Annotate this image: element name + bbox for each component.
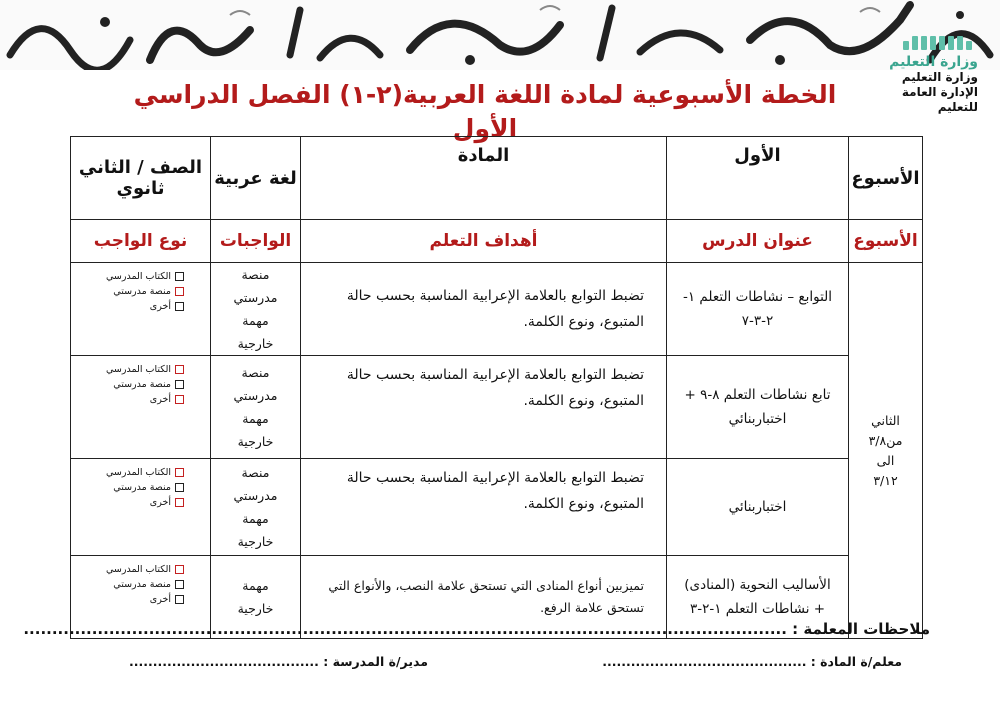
homework-cell	[211, 263, 301, 356]
homework-line: منصة	[241, 267, 270, 282]
option-other[interactable]	[71, 299, 184, 314]
homework-type-cell	[71, 356, 211, 459]
lesson-title: تابع نشاطات التعلم ٨-٩ + اختباربنائي	[667, 356, 849, 459]
option-madrasati[interactable]	[71, 377, 184, 392]
checkbox-icon[interactable]	[175, 483, 184, 492]
homework-line: خارجية	[237, 336, 274, 351]
principal-signature	[129, 654, 428, 669]
option-other[interactable]	[71, 592, 184, 607]
option-label: الكتاب المدرسي	[106, 271, 171, 282]
option-label: أخرى	[149, 301, 171, 312]
lesson-title: الأساليب النحوية (المنادى) + نشاطات التعلم ١-٢-٣	[667, 556, 849, 639]
page-title: الخطة الأسبوعية لمادة اللغة العربية(٢-١) الفصل الدراسي الأول	[133, 80, 837, 143]
week-to-label: الى	[876, 452, 895, 468]
homework-cell	[211, 459, 301, 556]
option-madrasati[interactable]	[71, 284, 184, 299]
week-label: الأسبوع	[849, 137, 923, 220]
table-header-row	[71, 137, 923, 220]
option-label: منصة مدرستي	[113, 379, 171, 390]
checkbox-icon[interactable]	[175, 468, 184, 477]
option-label: منصة مدرستي	[113, 579, 171, 590]
option-label: الكتاب المدرسي	[106, 564, 171, 575]
checkbox-icon[interactable]	[175, 302, 184, 311]
notes-dots[interactable]: ......................................................................................................................................	[23, 620, 787, 638]
subject-label: المادة	[301, 137, 667, 220]
homework-type-cell	[71, 459, 211, 556]
subject-value: لغة عربية	[211, 137, 301, 220]
option-textbook[interactable]	[71, 562, 184, 577]
homework-line: مدرستي	[233, 488, 278, 503]
learning-goal: تضبط التوابع بالعلامة الإعرابية المناسبة بحسب حالة المتبوع، ونوع الكلمة.	[301, 459, 667, 556]
checkbox-icon[interactable]	[175, 595, 184, 604]
homework-line: منصة	[241, 365, 270, 380]
option-label: الكتاب المدرسي	[106, 467, 171, 478]
col-homework-type: نوع الواجب	[71, 220, 211, 263]
homework-line: منصة	[241, 465, 270, 480]
option-other[interactable]	[71, 392, 184, 407]
column-header-row	[71, 220, 923, 263]
option-textbook[interactable]	[71, 362, 184, 377]
homework-line: مهمة	[242, 313, 269, 328]
homework-line: خارجية	[237, 534, 274, 549]
option-label: أخرى	[149, 394, 171, 405]
logo-mark-icon	[858, 36, 978, 50]
week-cell	[849, 263, 923, 639]
col-goals: أهداف التعلم	[301, 220, 667, 263]
option-label: الكتاب المدرسي	[106, 364, 171, 375]
calligraphy-banner	[0, 0, 1000, 70]
homework-type-cell	[71, 263, 211, 356]
checkbox-icon[interactable]	[175, 380, 184, 389]
learning-goal: تضبط التوابع بالعلامة الإعرابية المناسبة بحسب حالة المتبوع، ونوع الكلمة.	[301, 356, 667, 459]
homework-line: خارجية	[237, 601, 274, 616]
homework-line: مدرستي	[233, 290, 278, 305]
learning-goal: تضبط التوابع بالعلامة الإعرابية المناسبة بحسب حالة المتبوع، ونوع الكلمة.	[301, 263, 667, 356]
ministry-logo	[858, 36, 978, 115]
checkbox-icon[interactable]	[175, 498, 184, 507]
homework-line: مهمة	[242, 411, 269, 426]
option-madrasati[interactable]	[71, 577, 184, 592]
teacher-label: معلم/ة المادة :	[810, 654, 902, 669]
checkbox-icon[interactable]	[175, 580, 184, 589]
notes-label: ملاحظات المعلمة :	[792, 620, 930, 638]
lesson-title: اختباربنائي	[667, 459, 849, 556]
week-name: الثاني	[871, 412, 900, 428]
principal-label: مدير/ة المدرسة :	[323, 654, 428, 669]
checkbox-icon[interactable]	[175, 365, 184, 374]
option-label: منصة مدرستي	[113, 482, 171, 493]
week-value: الأول	[667, 137, 849, 220]
col-week: الأسبوع	[849, 220, 923, 263]
logo-brand: وزارة التعليم	[889, 54, 978, 70]
option-other[interactable]	[71, 495, 184, 510]
table-row	[71, 459, 923, 556]
weekly-plan-table	[70, 136, 923, 639]
option-label: أخرى	[149, 497, 171, 508]
homework-line: مدرستي	[233, 388, 278, 403]
grade-label: الصف / الثاني ثانوي	[71, 137, 211, 220]
teacher-notes	[23, 620, 930, 638]
lesson-title: التوابع – نشاطات التعلم ١- ٢-٣-٧	[667, 263, 849, 356]
table-row	[71, 356, 923, 459]
option-textbook[interactable]	[71, 465, 184, 480]
week-from: من٣/٨	[868, 432, 903, 448]
checkbox-icon[interactable]	[175, 287, 184, 296]
homework-cell	[211, 356, 301, 459]
week-to: ٣/١٢	[873, 472, 898, 488]
table-row	[71, 263, 923, 356]
col-homework: الواجبات	[211, 220, 301, 263]
logo-line-1: وزارة التعليم	[901, 70, 978, 84]
option-madrasati[interactable]	[71, 480, 184, 495]
checkbox-icon[interactable]	[175, 272, 184, 281]
option-label: أخرى	[149, 594, 171, 605]
option-textbook[interactable]	[71, 269, 184, 284]
teacher-signature	[602, 654, 902, 669]
homework-line: مهمة	[242, 511, 269, 526]
learning-goal: تميزبين أنواع المنادى التي تستحق علامة النصب، والأنواع التي تستحق علامة الرفع.	[301, 556, 667, 639]
principal-dots[interactable]: ........................................	[128, 654, 319, 669]
homework-line: خارجية	[237, 434, 274, 449]
checkbox-icon[interactable]	[175, 565, 184, 574]
logo-line-2: الإدارة العامة للتعليم	[901, 85, 978, 114]
checkbox-icon[interactable]	[175, 395, 184, 404]
teacher-dots[interactable]: ...........................................	[602, 654, 807, 669]
col-lesson: عنوان الدرس	[667, 220, 849, 263]
option-label: منصة مدرستي	[113, 286, 171, 297]
homework-line: مهمة	[242, 578, 269, 593]
